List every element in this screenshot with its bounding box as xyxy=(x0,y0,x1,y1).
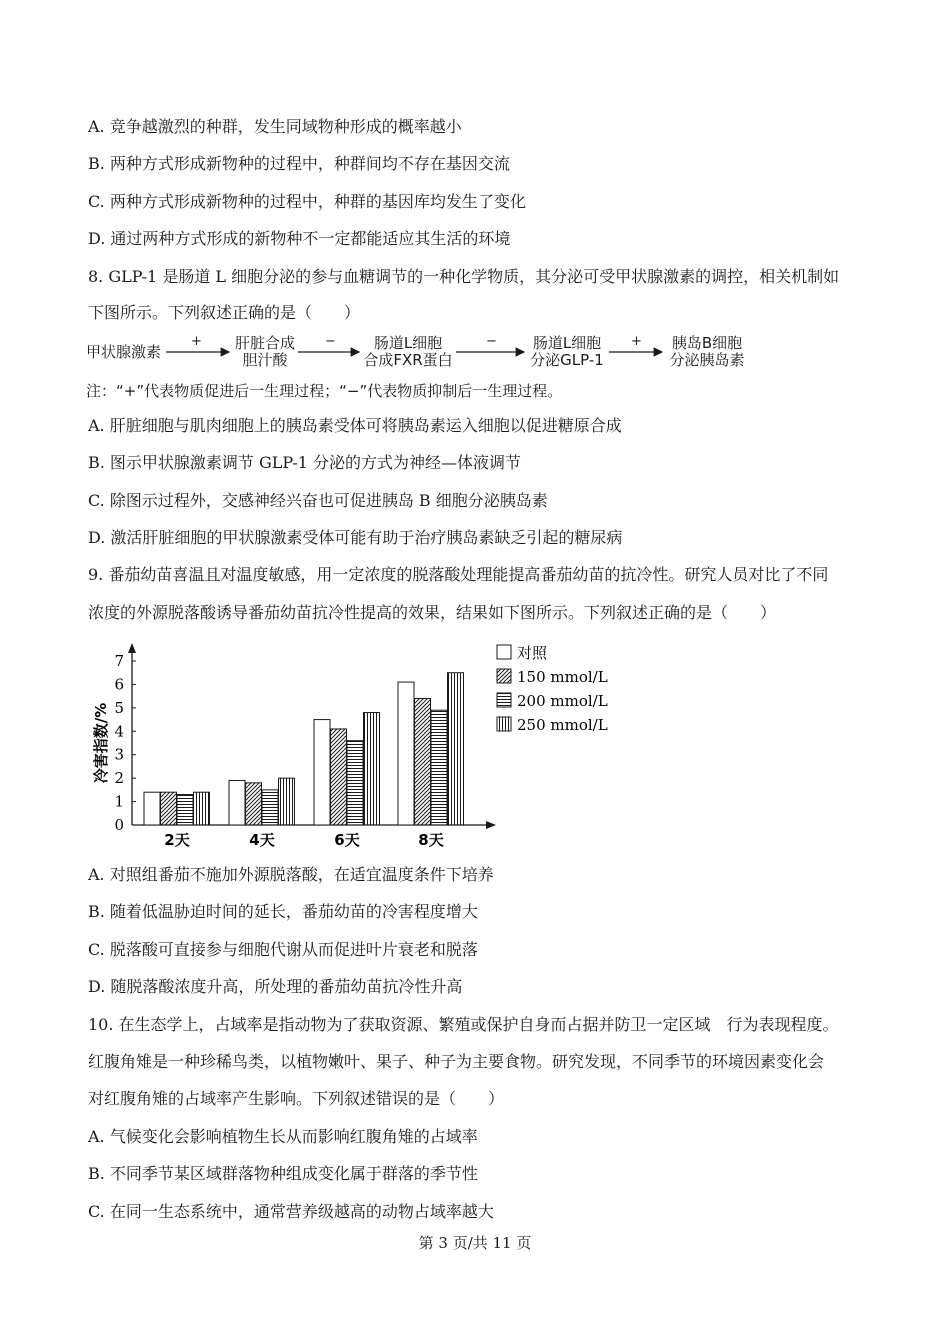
flow-node-thyroid-hormone: 甲状腺激素 xyxy=(86,343,162,361)
q8-option-c: C. 除图示过程外，交感神经兴奋也可促进胰岛 B 细胞分泌胰岛素 xyxy=(88,491,548,510)
flow-node-l-cell-fxr-line1: 肠道L细胞 xyxy=(373,334,443,352)
chart-bar xyxy=(229,780,245,825)
flow-node-beta-cell xyxy=(666,335,748,369)
flow-node-liver-line1: 肝脏合成 xyxy=(234,334,295,352)
chart-bar xyxy=(431,710,447,825)
q9-option-a: A. 对照组番茄不施加外源脱落酸，在适宜温度条件下培养 xyxy=(88,865,494,884)
chart-legend-label: 250 mmol/L xyxy=(517,716,608,734)
chart-y-tick-label: 3 xyxy=(114,745,124,764)
chart-legend-label: 200 mmol/L xyxy=(517,692,608,710)
flow-node-beta-cell-line2: 分泌胰岛素 xyxy=(669,351,745,369)
chart-x-tick-label: 2天 xyxy=(164,831,190,849)
chart-legend-swatch xyxy=(497,693,511,707)
q8-option-d: D. 激活肝脏细胞的甲状腺激素受体可能有助于治疗胰岛素缺乏引起的糖尿病 xyxy=(88,528,623,547)
chart-bar xyxy=(194,792,210,825)
flow-node-l-cell-glp1 xyxy=(526,335,608,369)
chart-y-tick-label: 4 xyxy=(114,722,124,741)
flow-sign-2: − xyxy=(325,334,336,349)
flow-sign-4: + xyxy=(631,334,642,349)
chart-bar xyxy=(398,682,414,825)
flow-node-liver-line2: 胆汁酸 xyxy=(242,351,288,369)
chart-bar xyxy=(279,778,295,825)
q9-option-c: C. 脱落酸可直接参与细胞代谢从而促进叶片衰老和脱落 xyxy=(88,940,478,959)
chart-bar xyxy=(448,673,464,825)
q10-stem-line1: 10. 在生态学上，占域率是指动物为了获取资源、繁殖或保护自身而占据并防卫一定区域 行为表现程度。 xyxy=(88,1015,839,1034)
q9-stem-line2: 浓度的外源脱落酸诱导番茄幼苗抗冷性提高的效果，结果如下图所示。下列叙述正确的是（ ） xyxy=(88,603,777,622)
page-footer: 第 3 页/共 11 页 xyxy=(418,1234,532,1252)
chart-y-axis-arrow xyxy=(128,643,136,653)
q7-option-a: A. 竞争越激烈的种群，发生同域物种形成的概率越小 xyxy=(88,117,462,136)
flow-node-l-cell-glp1-line2: 分泌GLP-1 xyxy=(530,351,604,369)
chart-bar xyxy=(314,720,330,825)
q9-option-b: B. 随着低温胁迫时间的延长，番茄幼苗的冷害程度增大 xyxy=(88,902,478,921)
flow-sign-1: + xyxy=(191,334,202,349)
q9-bar-chart xyxy=(84,638,624,860)
q7-option-d: D. 通过两种方式形成的新物种不一定都能适应其生活的环境 xyxy=(88,229,511,248)
chart-bar xyxy=(331,729,347,825)
flow-node-beta-cell-line1: 胰岛B细胞 xyxy=(671,334,743,352)
chart-bar xyxy=(262,790,278,825)
chart-bar xyxy=(144,792,160,825)
q9-stem-line1: 9. 番茄幼苗喜温且对温度敏感，用一定浓度的脱落酸处理能提高番茄幼苗的抗冷性。研究人员对比了不同 xyxy=(88,565,829,584)
chart-bar xyxy=(177,795,193,825)
q8-stem-line2: 下图所示。下列叙述正确的是（ ） xyxy=(88,303,361,322)
q10-option-b: B. 不同季节某区域群落物种组成变化属于群落的季节性 xyxy=(88,1164,478,1183)
chart-y-tick-label: 6 xyxy=(114,675,124,694)
q10-option-a: A. 气候变化会影响植物生长从而影响红腹角雉的占域率 xyxy=(88,1127,478,1146)
q10-stem-line3: 对红腹角雉的占域率产生影响。下列叙述错误的是（ ） xyxy=(88,1089,505,1108)
chart-legend-swatch xyxy=(497,645,511,659)
chart-legend-swatch xyxy=(497,717,511,731)
chart-y-tick-label: 2 xyxy=(114,769,124,788)
chart-svg xyxy=(84,638,624,856)
q9-option-d: D. 随脱落酸浓度升高，所处理的番茄幼苗抗冷性升高 xyxy=(88,977,463,996)
flow-node-l-cell-fxr-line2: 合成FXR蛋白 xyxy=(363,351,453,369)
chart-bar xyxy=(161,792,177,825)
chart-x-tick-label: 4天 xyxy=(249,831,275,849)
chart-y-tick-label: 1 xyxy=(114,792,124,811)
q10-option-c: C. 在同一生态系统中，通常营养级越高的动物占域率越大 xyxy=(88,1202,494,1221)
flow-node-liver xyxy=(234,335,296,369)
chart-y-tick-label: 7 xyxy=(114,652,124,670)
chart-legend-swatch xyxy=(497,669,511,683)
chart-x-axis-arrow xyxy=(486,821,496,829)
q7-option-c: C. 两种方式形成新物种的过程中，种群的基因库均发生了变化 xyxy=(88,192,526,211)
chart-bar xyxy=(415,698,431,825)
chart-legend-label: 对照 xyxy=(517,644,548,662)
flow-node-l-cell-fxr xyxy=(362,335,454,369)
chart-y-axis-label: 冷害指数/% xyxy=(92,702,110,784)
chart-bar xyxy=(246,783,262,825)
q8-flow-diagram xyxy=(86,330,786,374)
chart-legend-label: 150 mmol/L xyxy=(517,668,608,686)
chart-x-tick-label: 6天 xyxy=(334,831,360,849)
flow-node-l-cell-glp1-line1: 肠道L细胞 xyxy=(532,334,602,352)
q8-stem-line1: 8. GLP-1 是肠道 L 细胞分泌的参与血糖调节的一种化学物质，其分泌可受甲状腺激素的调控，相关机制如 xyxy=(88,267,840,286)
chart-bar xyxy=(347,741,363,825)
flow-sign-3: − xyxy=(486,334,497,349)
q8-option-a: A. 肝脏细胞与肌肉细胞上的胰岛素受体可将胰岛素运入细胞以促进糖原合成 xyxy=(88,416,622,435)
chart-x-tick-label: 8天 xyxy=(418,831,444,849)
q10-stem-line2: 红腹角雉是一种珍稀鸟类，以植物嫩叶、果子、种子为主要食物。研究发现，不同季节的环境因素变化会 xyxy=(88,1052,825,1071)
chart-y-tick-label: 0 xyxy=(114,816,124,834)
q8-flow-note: 注：“+”代表物质促进后一生理过程；“−”代表物质抑制后一生理过程。 xyxy=(86,382,563,400)
q7-option-b: B. 两种方式形成新物种的过程中，种群间均不存在基因交流 xyxy=(88,154,510,173)
chart-bar xyxy=(364,713,380,825)
chart-y-tick-label: 5 xyxy=(114,698,124,717)
q8-option-b: B. 图示甲状腺激素调节 GLP-1 分泌的方式为神经—体液调节 xyxy=(88,453,521,472)
